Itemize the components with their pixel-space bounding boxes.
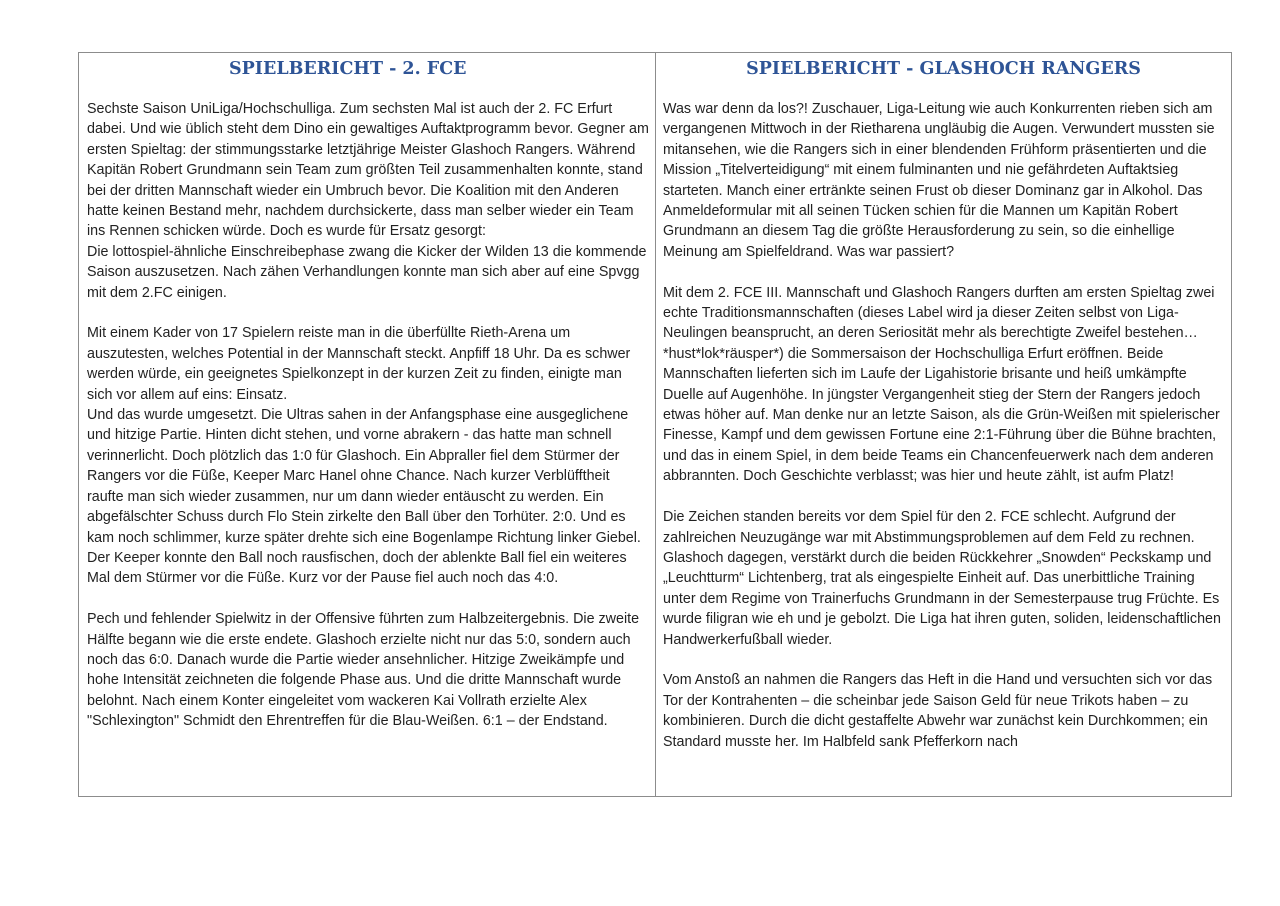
column-title-glashoch-rangers: SPIELBERICHT - GLASHOCH RANGERS [746,59,1141,79]
paragraph: Die lottospiel-ähnliche Einschreibephase zwang die Kicker der Wilden 13 die kommende Saison auszusetzen. Nach zähen Verhandlungen konnte man sich aber auf eine Spvgg mit dem 2.FC einigen. [87,243,647,301]
paragraph: Mit einem Kader von 17 Spielern reiste man in die überfüllte Rieth-Arena um auszutesten, welches Potential in der Mannschaft steckt. Anpfiff 18 Uhr. Da es schwer werden würde, ein geeignetes Spielkonzept in der kurzen Zeit zu finden, einigte man sich vor allem auf eins: Einsatz. [87,325,631,403]
paragraph: Und das wurde umgesetzt. Die Ultras sahen in der Anfangsphase eine ausgeglichene und hitzige Partie. Hinten dicht stehen, und vorne abrakern - das hatte man schnell verinnerlicht. Doch plötzlich das 1:0 für Glashoch. Ein Abpraller fiel dem Stürmer der Rangers vor die Füße, Keeper Marc Hanel ohne Chance. Nach kurzer Verblüfftheit raufte man sich wieder zusammen, nur um dann wieder entäuscht zu werden. Ein abgefälschter Schuss durch Flo Stein zirkelte den Ball über den Torhüter. 2:0. Und es kam noch schlimmer, kurze später drehte sich eine Bogenlampe Richtung linker Giebel. Der Keeper konnte den Ball noch rausfischen, doch der ablenkte Ball fiel ein weiteres Mal dem Stürmer vor die Füße. Kurz vor der Pause fiel auch noch das 4:0. [87,407,641,587]
column-title-2-fce: SPIELBERICHT - 2. FCE [229,59,467,79]
column-body-glashoch-rangers [656,99,1231,752]
paragraph: Pech und fehlender Spielwitz in der Offensive führten zum Halbzeitergebnis. Die zweite Hälfte begann wie die erste endete. Glashoch erzielte nicht nur das 5:0, sondern auch noch das 6:0. Danach wurde die Partie wieder ansehnlicher. Hitzige Zweikämpfe und hohe Intensität zeichneten die folgende Phase aus. Und die dritte Mannschaft wurde belohnt. Nach einem Konter eingeleitet vom wackeren Kai Vollrath erzielte Alex "Schlexington" Schmidt den Ehrentreffen für die Blau-Weißen. 6:1 – der Endstand. [87,611,640,730]
column-2-fce [79,53,656,797]
column-glashoch-rangers [656,53,1232,797]
paragraph: Was war denn da los?! Zuschauer, Liga-Leitung wie auch Konkurrenten rieben sich am vergangenen Mittwoch in der Rietharena ungläubig die Augen. Verwundert mussten sie mitansehen, wie die Rangers sich in einer blendenden Frühform präsentierten und die Mission „Titelverteidigung“ mit einem fulminanten und nie gefährdeten Auftaktsieg starteten. Manch einer ertränkte seinen Frust ob dieser Dominanz gar in Alkohol. Das Anmeldeformular mit all seinen Tücken schien für die Mannen um Kapitän Robert Grundmann an diesem Tag die größte Herausforderung zu sein, so die einhellige Meinung am Spielfeldrand. Was war passiert? [663,101,1215,260]
report-table [78,52,1232,797]
paragraph: Sechste Saison UniLiga/Hochschulliga. Zum sechsten Mal ist auch der 2. FC Erfurt dabei. Und wie üblich steht dem Dino ein gewaltiges Auftaktprogramm bevor. Gegner am ersten Spieltag: der stimmungsstarke letztjährige Meister Glashoch Rangers. Während Kapitän Robert Grundmann sein Team zum größten Teil zusammenhalten konnte, stand bei der dritten Mannschaft wieder ein Umbruch bevor. Die Koalition mit den Anderen hatte keinen Bestand mehr, nachdem durchsickerte, dass man selber wieder ein Team ins Rennen schicken würde. Doch es wurde für Ersatz gesorgt: [87,101,649,240]
paragraph: Vom Anstoß an nahmen die Rangers das Heft in die Hand und versuchten sich vor das Tor der Kontrahenten – die scheinbar jede Saison Geld für neue Trikots haben – zu kombinieren. Durch die dicht gestaffelte Abwehr war zunächst kein Durchkommen; ein Standard musste her. Im Halbfeld sank Pfefferkorn nach [663,672,1213,750]
paragraph: Mit dem 2. FCE III. Mannschaft und Glashoch Rangers durften am ersten Spieltag zwei echte Traditionsmannschaften (dieses Label wird ja dieser Zeiten selbst von Liga-Neulingen beansprucht, an deren Seriosität mehr als berechtigte Zweifel bestehen… *hust*lok*räusper*) die Sommersaison der Hochschulliga Erfurt eröffnen. Beide Mannschaften lieferten sich im Laufe der Ligahistorie brisante und heiß umkämpfte Duelle auf Augenhöhe. In jüngster Vergangenheit stieg der Stern der Rangers jedoch etwas höher auf. Man denke nur an letzte Saison, als die Grün-Weißen mit spielerischer Finesse, Kampf und dem gewissen Fortune eine 2:1-Führung über die Bühne brachten, und das in einem Spiel, in dem beide Teams ein Chancenfeuerwerk nach dem anderen abbrannten. Doch Geschichte verblasst; was hier und heute zählt, ist aufm Platz! [663,284,1220,485]
paragraph: Die Zeichen standen bereits vor dem Spiel für den 2. FCE schlecht. Aufgrund der zahlreichen Neuzugänge war mit Abstimmungsproblemen auf dem Feld zu rechnen. Glashoch dagegen, verstärkt durch die beiden Rückkehrer „Snowden“ Peckskamp und „Leuchtturm“ Lichtenberg, trat als eingespielte Einheit auf. Das unerbittliche Training unter dem Regime von Trainerfuchs Grundmann in der Semesterpause trug Früchte. Es wurde filigran wie eh und je gebolzt. Die Liga hat ihren guten, soliden, leidenschaftlichen Handwerkerfußball wieder. [663,509,1221,648]
column-body-2-fce [79,99,655,732]
